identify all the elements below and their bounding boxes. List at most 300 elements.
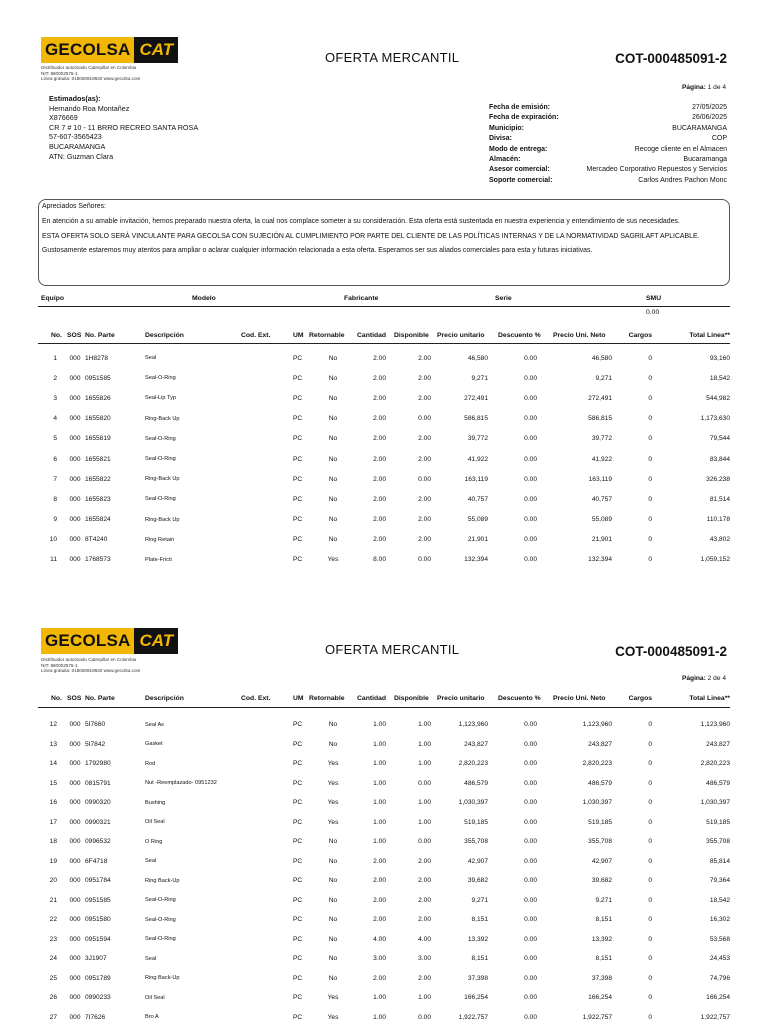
item-disponible: 4.00 [394,930,437,950]
item-description: Ring Back-Up [136,871,241,891]
item-part-number: 0951784 [81,871,136,891]
item-retornable: No [309,368,357,388]
item-descuento: 0.00 [492,510,553,530]
client-line: CR 7 # 10 - 11 BRRO RECREO SANTA ROSA [49,123,198,133]
document-title: OFERTA MERCANTIL [325,642,459,657]
item-cargos: 0 [618,852,660,872]
item-sos: 000 [67,930,81,950]
quote-number: COT-000485091-2 [615,644,727,659]
item-description: Seal-O-Ring [136,930,241,950]
item-cargos: 0 [618,388,660,408]
item-retornable: No [309,429,357,449]
item-description: Gasket [136,735,241,755]
item-part-number: 1655819 [81,429,136,449]
col-header: Disponible [394,329,437,341]
item-um: PC [293,988,309,1008]
item-number: 19 [38,852,67,872]
item-um: PC [293,774,309,794]
item-precio-unitario: 42,907 [437,852,492,872]
item-description: Ring Retain [136,530,241,550]
item-retornable: No [309,530,357,550]
col-header: Total Linea** [660,692,730,704]
quote-number: COT-000485091-2 [615,51,727,66]
item-cod-ext [241,891,293,911]
item-disponible: 1.00 [394,988,437,1008]
item-precio-neto: 8,151 [553,949,618,969]
item-sos: 000 [67,510,81,530]
item-number: 15 [38,774,67,794]
item-precio-neto: 37,398 [553,969,618,989]
col-header: No. Parte [81,329,136,341]
item-cargos: 0 [618,348,660,368]
item-cod-ext [241,949,293,969]
detail-row: Modo de entrega: Recoge cliente en el Almacen [489,145,727,155]
item-part-number: 0996532 [81,832,136,852]
item-cantidad: 8.00 [357,550,394,570]
item-um: PC [293,715,309,735]
item-number: 26 [38,988,67,1008]
equipment-header [0,295,768,305]
item-descuento: 0.00 [492,930,553,950]
item-retornable: No [309,832,357,852]
item-cod-ext [241,449,293,469]
table-row [38,469,730,489]
item-retornable: No [309,449,357,469]
item-disponible: 2.00 [394,852,437,872]
item-total-linea: 1,030,397 [660,793,730,813]
item-cargos: 0 [618,368,660,388]
item-precio-neto: 1,030,397 [553,793,618,813]
item-description: Oil Seal [136,988,241,1008]
item-disponible: 2.00 [394,489,437,509]
client-heading: Estimados(as): [49,94,198,104]
item-cod-ext [241,735,293,755]
item-precio-unitario: 9,271 [437,368,492,388]
item-total-linea: 16,302 [660,910,730,930]
item-retornable: Yes [309,1008,357,1027]
greeting: Apreciados Señores: [42,203,726,211]
item-cantidad: 2.00 [357,388,394,408]
item-description: Ring-Back Up [136,510,241,530]
detail-row: Asesor comercial: Mercadeo Corporativo Repuestos y Servicios [489,165,727,175]
item-cod-ext [241,348,293,368]
item-precio-neto: 519,185 [553,813,618,833]
item-precio-unitario: 41,922 [437,449,492,469]
col-header: UM [293,329,309,341]
item-description: Oil Seal [136,813,241,833]
item-part-number: 1792980 [81,754,136,774]
items-header-p1 [38,329,730,341]
item-description: Seal [136,348,241,368]
item-um: PC [293,1008,309,1027]
item-number: 12 [38,715,67,735]
table-row [38,449,730,469]
item-cantidad: 2.00 [357,969,394,989]
item-cantidad: 4.00 [357,930,394,950]
table-row [38,832,730,852]
item-cod-ext [241,510,293,530]
item-retornable: No [309,871,357,891]
item-total-linea: 93,160 [660,348,730,368]
item-cantidad: 2.00 [357,409,394,429]
item-disponible: 2.00 [394,510,437,530]
item-description: Seal-O-Ring [136,429,241,449]
item-precio-unitario: 519,185 [437,813,492,833]
item-cargos: 0 [618,832,660,852]
item-total-linea: 1,059,152 [660,550,730,570]
item-precio-neto: 39,682 [553,871,618,891]
item-number: 25 [38,969,67,989]
item-disponible: 2.00 [394,429,437,449]
item-cod-ext [241,969,293,989]
item-precio-unitario: 355,708 [437,832,492,852]
item-um: PC [293,793,309,813]
item-part-number: 1655824 [81,510,136,530]
item-retornable: Yes [309,774,357,794]
item-sos: 000 [67,871,81,891]
item-precio-unitario: 586,815 [437,409,492,429]
item-description: Plate-Fricti [136,550,241,570]
item-retornable: No [309,735,357,755]
item-total-linea: 83,844 [660,449,730,469]
item-cod-ext [241,910,293,930]
item-cargos: 0 [618,429,660,449]
item-total-linea: 74,796 [660,969,730,989]
table-row [38,550,730,570]
item-part-number: 1H8278 [81,348,136,368]
item-sos: 000 [67,969,81,989]
item-precio-neto: 272,491 [553,388,618,408]
item-number: 13 [38,735,67,755]
item-retornable: No [309,388,357,408]
item-descuento: 0.00 [492,550,553,570]
item-precio-neto: 1,123,960 [553,715,618,735]
item-descuento: 0.00 [492,489,553,509]
table-row [38,852,730,872]
item-number: 21 [38,891,67,911]
table-row [38,754,730,774]
item-cargos: 0 [618,530,660,550]
divider [38,306,730,307]
item-precio-neto: 132,394 [553,550,618,570]
item-disponible: 1.00 [394,715,437,735]
item-cantidad: 2.00 [357,368,394,388]
item-sos: 000 [67,530,81,550]
item-part-number: 0951594 [81,930,136,950]
item-um: PC [293,510,309,530]
item-cargos: 0 [618,735,660,755]
item-description: Bushing [136,793,241,813]
item-total-linea: 24,453 [660,949,730,969]
item-cantidad: 2.00 [357,469,394,489]
item-descuento: 0.00 [492,1008,553,1027]
item-cod-ext [241,930,293,950]
item-descuento: 0.00 [492,832,553,852]
item-number: 4 [38,409,67,429]
item-descuento: 0.00 [492,368,553,388]
table-row [38,949,730,969]
item-description: Ring-Back Up [136,409,241,429]
item-precio-unitario: 272,491 [437,388,492,408]
item-precio-neto: 2,820,223 [553,754,618,774]
company-logo [41,37,178,63]
item-sos: 000 [67,429,81,449]
item-total-linea: 85,814 [660,852,730,872]
detail-row: Soporte comercial: Carlos Andres Pachon Monc [489,176,727,186]
divider [38,707,730,708]
item-part-number: 7I7626 [81,1008,136,1027]
item-um: PC [293,348,309,368]
item-cantidad: 2.00 [357,348,394,368]
item-descuento: 0.00 [492,469,553,489]
item-description: Seal-O-Ring [136,910,241,930]
item-disponible: 3.00 [394,949,437,969]
item-disponible: 2.00 [394,910,437,930]
item-um: PC [293,969,309,989]
item-number: 1 [38,348,67,368]
item-disponible: 0.00 [394,774,437,794]
item-precio-unitario: 1,922,757 [437,1008,492,1027]
item-sos: 000 [67,832,81,852]
item-precio-neto: 40,757 [553,489,618,509]
item-description: Seal-O-Ring [136,891,241,911]
item-um: PC [293,530,309,550]
item-total-linea: 53,568 [660,930,730,950]
item-description: Seal-O-Ring [136,368,241,388]
item-precio-unitario: 46,580 [437,348,492,368]
item-disponible: 2.00 [394,348,437,368]
col-header: No. [38,692,67,704]
item-cargos: 0 [618,774,660,794]
items-header-p2 [38,692,730,704]
message-paragraph: En atención a su amable invitación, hemos preparado nuestra oferta, la cual nos complace someter a su consideración. Esta oferta está sustentada en nuestra experiencia y entendimiento de sus necesidades. [42,218,726,226]
item-cantidad: 1.00 [357,832,394,852]
item-description: Seal [136,852,241,872]
item-retornable: No [309,930,357,950]
item-cargos: 0 [618,871,660,891]
col-header: SOS [67,692,81,704]
item-disponible: 2.00 [394,449,437,469]
item-sos: 000 [67,891,81,911]
item-description: O Ring [136,832,241,852]
item-part-number: 8T4240 [81,530,136,550]
item-retornable: No [309,949,357,969]
col-header: Cod. Ext. [241,329,293,341]
item-precio-unitario: 13,392 [437,930,492,950]
item-cargos: 0 [618,910,660,930]
item-precio-neto: 1,922,757 [553,1008,618,1027]
item-number: 7 [38,469,67,489]
item-part-number: 0990321 [81,813,136,833]
item-total-linea: 486,579 [660,774,730,794]
item-cantidad: 1.00 [357,754,394,774]
item-part-number: 3J1907 [81,949,136,969]
item-description: Seal-O-Ring [136,489,241,509]
item-retornable: Yes [309,550,357,570]
item-cantidad: 3.00 [357,949,394,969]
item-precio-unitario: 1,030,397 [437,793,492,813]
item-disponible: 1.00 [394,754,437,774]
item-cantidad: 2.00 [357,510,394,530]
item-cod-ext [241,852,293,872]
table-row [38,429,730,449]
item-cargos: 0 [618,891,660,911]
item-cantidad: 1.00 [357,813,394,833]
table-row [38,910,730,930]
table-row [38,735,730,755]
item-retornable: Yes [309,813,357,833]
item-disponible: 0.00 [394,1008,437,1027]
item-precio-neto: 41,922 [553,449,618,469]
item-descuento: 0.00 [492,449,553,469]
item-cargos: 0 [618,969,660,989]
smu-header: SMU [646,295,661,302]
item-total-linea: 18,542 [660,368,730,388]
item-part-number: 0951789 [81,969,136,989]
item-disponible: 2.00 [394,388,437,408]
divider [38,343,730,344]
item-cantidad: 2.00 [357,489,394,509]
item-number: 14 [38,754,67,774]
item-um: PC [293,550,309,570]
item-sos: 000 [67,550,81,570]
item-descuento: 0.00 [492,429,553,449]
item-cod-ext [241,988,293,1008]
col-header: Total Linea** [660,329,730,341]
col-header: Precio Uni. Neto [553,692,618,704]
item-part-number: 0951585 [81,368,136,388]
item-precio-unitario: 486,579 [437,774,492,794]
item-precio-unitario: 39,772 [437,429,492,449]
item-disponible: 2.00 [394,530,437,550]
item-part-number: 0990233 [81,988,136,1008]
item-descuento: 0.00 [492,735,553,755]
item-disponible: 1.00 [394,813,437,833]
item-cantidad: 2.00 [357,871,394,891]
item-total-linea: 243,827 [660,735,730,755]
item-cod-ext [241,469,293,489]
col-header: Retornable [309,692,357,704]
table-row [38,969,730,989]
item-retornable: Yes [309,988,357,1008]
item-number: 5 [38,429,67,449]
item-sos: 000 [67,852,81,872]
table-row [38,715,730,735]
item-sos: 000 [67,368,81,388]
detail-row: Municipio: BUCARAMANGA [489,124,727,134]
company-logo [41,628,178,654]
item-um: PC [293,469,309,489]
client-line: BUCARAMANGA [49,142,198,152]
item-cargos: 0 [618,813,660,833]
item-sos: 000 [67,949,81,969]
col-header: Cantidad [357,692,394,704]
item-description: Ring Back-Up [136,969,241,989]
item-sos: 000 [67,988,81,1008]
item-descuento: 0.00 [492,969,553,989]
item-cod-ext [241,813,293,833]
item-total-linea: 1,922,757 [660,1008,730,1027]
item-retornable: No [309,409,357,429]
logo-cat: CAT [134,37,178,63]
item-number: 9 [38,510,67,530]
item-precio-neto: 9,271 [553,368,618,388]
item-cod-ext [241,429,293,449]
item-description: Bro A [136,1008,241,1027]
item-um: PC [293,949,309,969]
item-retornable: Yes [309,754,357,774]
item-disponible: 0.00 [394,550,437,570]
item-sos: 000 [67,754,81,774]
item-cantidad: 2.00 [357,530,394,550]
item-number: 16 [38,793,67,813]
table-row [38,930,730,950]
item-precio-unitario: 132,394 [437,550,492,570]
item-number: 17 [38,813,67,833]
table-row [38,891,730,911]
item-precio-unitario: 21,901 [437,530,492,550]
item-cantidad: 2.00 [357,449,394,469]
item-disponible: 2.00 [394,871,437,891]
smu-value: 0.00 [646,309,659,316]
item-disponible: 1.00 [394,735,437,755]
item-cod-ext [241,1008,293,1027]
item-descuento: 0.00 [492,388,553,408]
item-cantidad: 1.00 [357,735,394,755]
col-header: No. [38,329,67,341]
item-cantidad: 1.00 [357,988,394,1008]
item-cargos: 0 [618,550,660,570]
item-number: 22 [38,910,67,930]
table-row [38,388,730,408]
item-description: Ring-Back Up [136,469,241,489]
item-cargos: 0 [618,409,660,429]
item-number: 23 [38,930,67,950]
item-um: PC [293,388,309,408]
item-precio-unitario: 9,271 [437,891,492,911]
item-precio-unitario: 2,820,223 [437,754,492,774]
table-row [38,1008,730,1027]
item-cargos: 0 [618,489,660,509]
col-header: Cod. Ext. [241,692,293,704]
detail-row: Fecha de expiración: 26/06/2025 [489,113,727,123]
table-row [38,409,730,429]
item-um: PC [293,813,309,833]
item-retornable: No [309,715,357,735]
item-cargos: 0 [618,449,660,469]
item-cantidad: 2.00 [357,891,394,911]
item-total-linea: 18,542 [660,891,730,911]
item-precio-unitario: 166,254 [437,988,492,1008]
item-um: PC [293,852,309,872]
item-cod-ext [241,388,293,408]
item-precio-unitario: 37,398 [437,969,492,989]
distributor-info: Distribuidor autorizado Caterpillar en Colombia NIT: 860002576-1 Línea gratuita: 018000919920 www.gecolsa.com [41,657,140,674]
logo-gecolsa: GECOLSA [41,628,134,654]
item-number: 3 [38,388,67,408]
col-header: Precio unitario [437,329,492,341]
item-descuento: 0.00 [492,949,553,969]
item-sos: 000 [67,469,81,489]
item-precio-neto: 21,901 [553,530,618,550]
item-precio-neto: 355,708 [553,832,618,852]
col-header: SOS [67,329,81,341]
item-um: PC [293,449,309,469]
item-total-linea: 43,802 [660,530,730,550]
item-descuento: 0.00 [492,409,553,429]
item-retornable: No [309,510,357,530]
item-cod-ext [241,530,293,550]
